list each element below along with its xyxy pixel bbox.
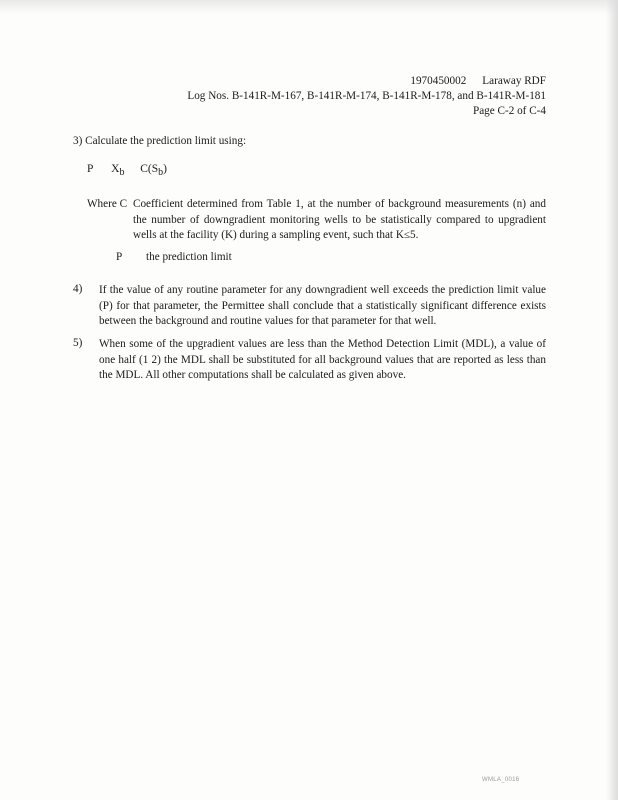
formula-x: $X_b$ (111, 163, 125, 178)
facility-name: Laraway RDF (482, 75, 546, 87)
item-5-number: 5) (73, 337, 83, 349)
item-4-text: If the value of any routine parameter for any downgradient well exceeds the prediction limit value (P) for that parameter, the Permittee shall conclude that a statistically significant difference exists between the background and routine values for that parameter for that well. (99, 284, 546, 327)
where-c-definition: Coefficient determined from Table 1, at the number of background measurements (n) and the number of downgradient monitoring wells to be statistically compared to upgradient wells at the facility (K) during a sampling event, such that K≤5. (133, 198, 546, 241)
page-number: Page C-2 of C-4 (472, 105, 546, 117)
formula-c: $C(S_b)$ (140, 163, 167, 178)
step-3-heading: 3) Calculate the prediction limit using: (73, 135, 247, 147)
prediction-limit-formula (87, 163, 167, 178)
scan-shadow-top (0, 0, 618, 14)
where-c-label: Where C (87, 198, 128, 210)
p-label: P (116, 251, 123, 263)
item-5-text: When some of the upgradient values are less than the Method Detection Limit (MDL), a value of one half (1 2) the MDL shall be substituted for all background values that are reported as less than the MDL. All other computations shall be calculated as given above. (99, 338, 546, 381)
bates-stamp: WMLA_0016 (482, 777, 520, 783)
p-definition: the prediction limit (146, 251, 232, 263)
log-numbers: Log Nos. B-141R-M-167, B-141R-M-174, B-141R-M-178, and B-141R-M-181 (187, 90, 546, 102)
header-line-1 (410, 74, 546, 89)
doc-number: 1970450002 (410, 75, 467, 87)
formula-p: P (87, 163, 94, 175)
item-4-number: 4) (73, 283, 83, 295)
scan-shadow-right (606, 0, 618, 800)
